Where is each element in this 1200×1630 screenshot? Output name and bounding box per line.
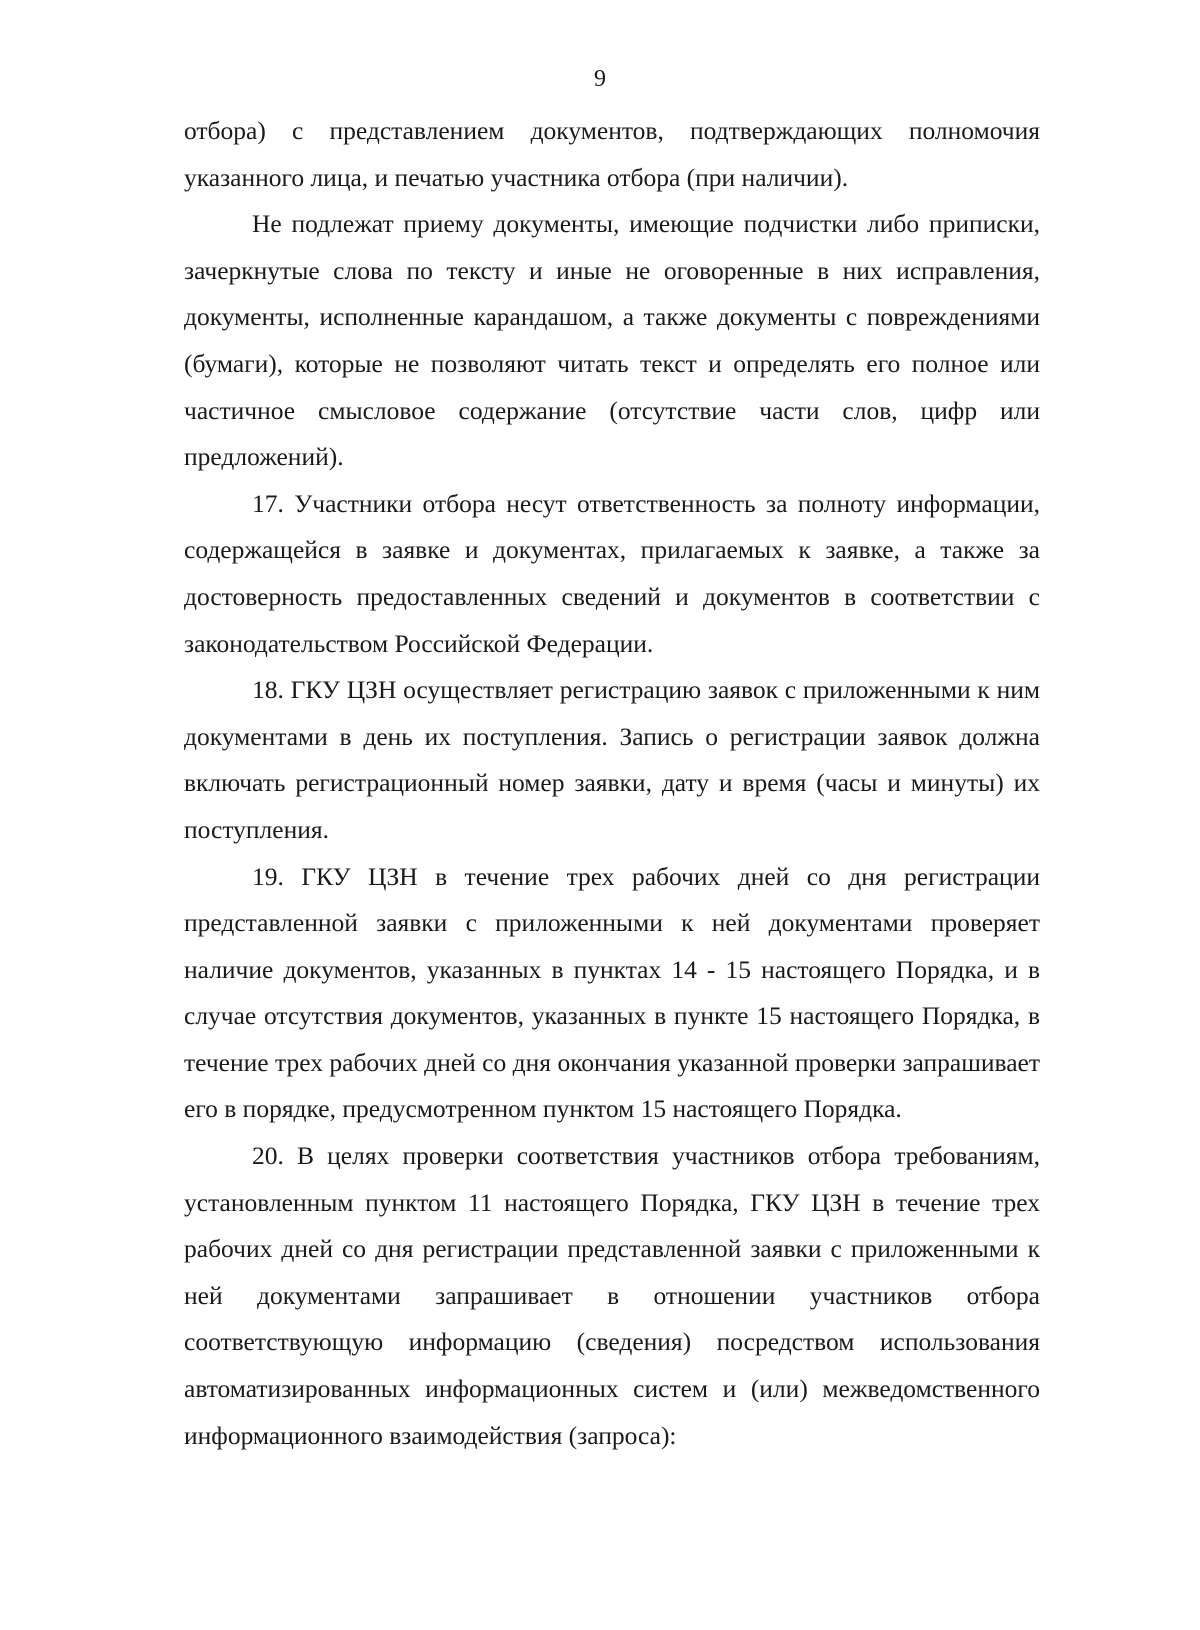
paragraph-number: 17. <box>252 488 284 518</box>
page-number: 9 <box>594 66 606 92</box>
paragraph-17 <box>184 481 1040 667</box>
paragraph-text: Не подлежат приему документы, имеющие подчистки либо приписки, зачеркнутые слова по тексту и иные не оговоренные в них исправления, документы, исполненные карандашом, а также документы с повреждениями (бумаги), которые не позволяют читать текст и определять его полное или частичное смысловое содержание (отсутствие части слов, цифр или предложений). <box>184 209 1040 472</box>
paragraph-text: ГКУ ЦЗН осуществляет регистрацию заявок с приложенными к ним документами в день их поступления. Запись о регистрации заявок должна включать регистрационный номер заявки, дату и время (часы и минуты) их поступления. <box>184 675 1041 844</box>
paragraph-number: 18. <box>252 675 284 705</box>
paragraph-text: отбора) с представлением документов, подтверждающих полномочия указанного лица, и печатью участника отбора (при наличии). <box>184 116 1040 192</box>
paragraph-18 <box>184 667 1040 853</box>
paragraph-19 <box>184 854 1040 1134</box>
paragraph-number: 19. <box>252 861 284 891</box>
paragraph-text: В целях проверки соответствия участников отбора требованиям, установленным пунктом 11 настоящего Порядка, ГКУ ЦЗН в течение трех рабочих дней со дня регистрации представленной заявки с приложенными к ней документами запрашивает в отношении участников отбора соответствующую информацию (сведения) посредством использования автоматизированных информационных систем и (или) межведомственного информационного взаимодействия (запроса): <box>184 1141 1041 1450</box>
paragraph-number: 20. <box>252 1141 284 1171</box>
paragraph-20 <box>184 1133 1040 1459</box>
document-body <box>184 108 1040 1459</box>
paragraph-continuation <box>184 108 1040 201</box>
paragraph-text: Участники отбора несут ответственность за полноту информации, содержащейся в заявке и документах, прилагаемых к заявке, а также за достоверность предоставленных сведений и документов в соответствии с законодательством Российской Федерации. <box>184 488 1041 658</box>
paragraph-rejected-documents <box>184 201 1040 481</box>
paragraph-text: ГКУ ЦЗН в течение трех рабочих дней со дня регистрации представленной заявки с приложенными к ней документами проверяет наличие документов, указанных в пунктах 14 - 15 настоящего Порядка, и в случае отсутствия документов, указанных в пункте 15 настоящего Порядка, в течение трех рабочих дней со дня окончания указанной проверки запрашивает его в порядке, предусмотренном пунктом 15 настоящего Порядка. <box>184 861 1040 1124</box>
